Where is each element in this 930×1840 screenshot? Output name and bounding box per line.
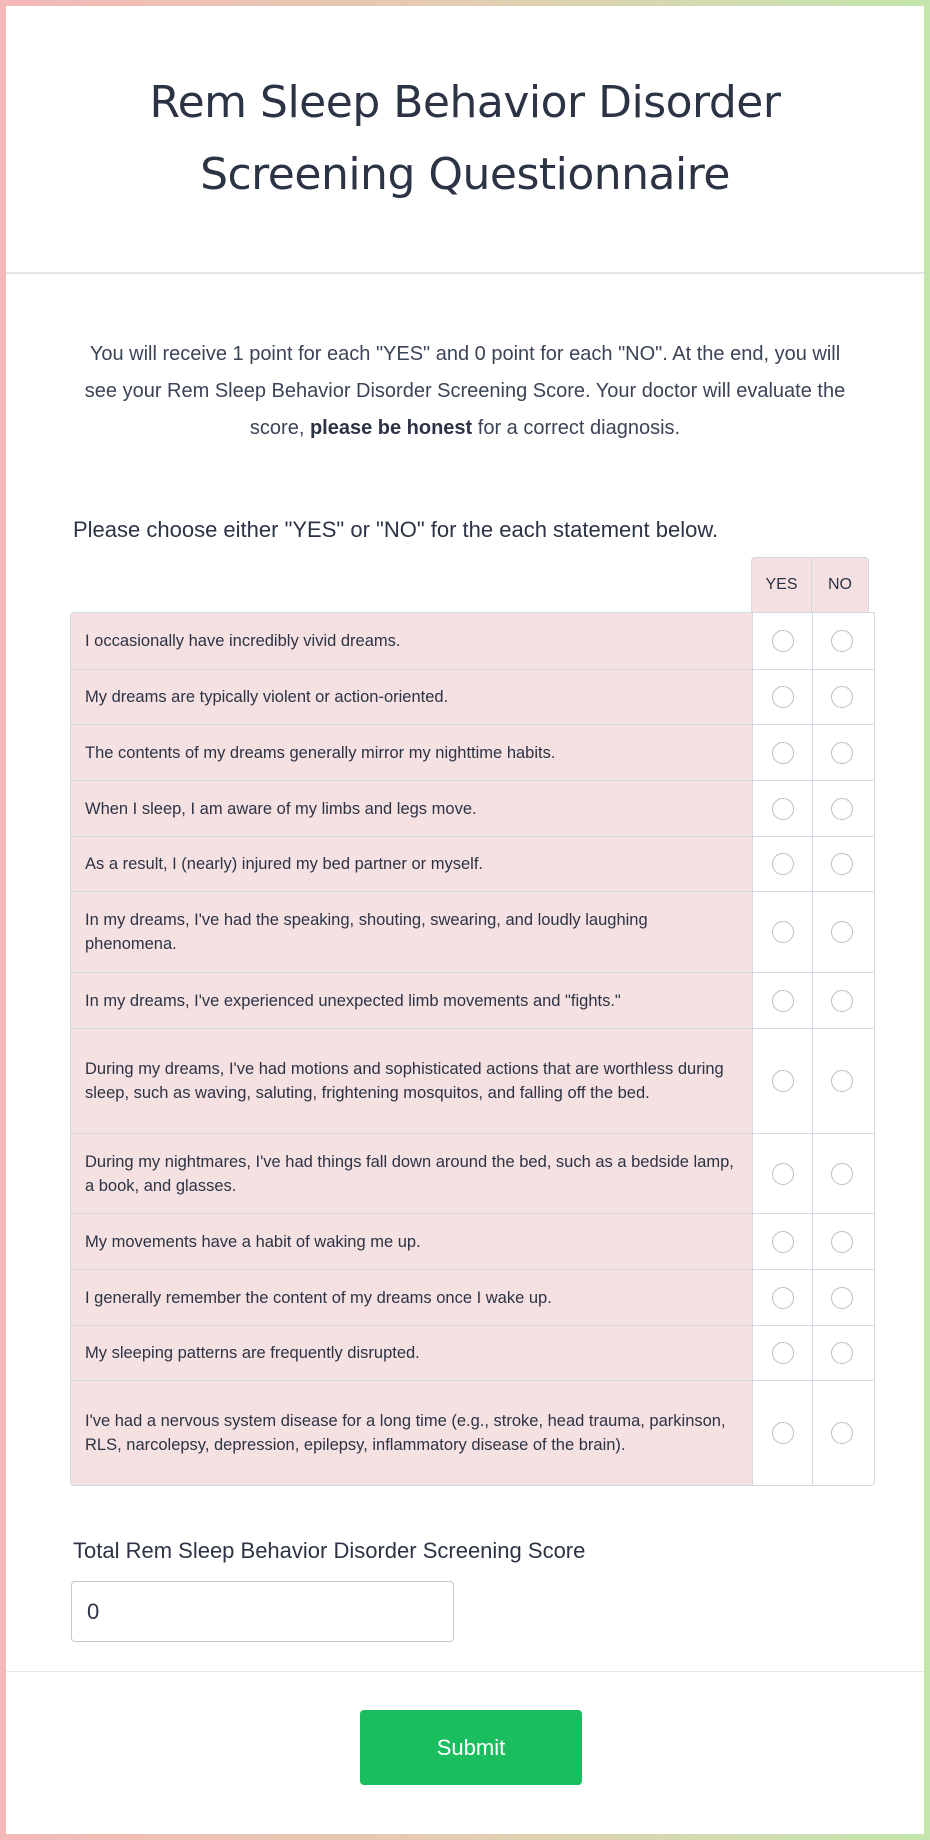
radio-yes[interactable] <box>772 742 794 764</box>
yes-no-matrix <box>70 557 875 1486</box>
answer-cell-no <box>812 1326 870 1380</box>
answer-cell-no <box>812 670 870 724</box>
answer-cell-yes <box>752 1214 812 1269</box>
radio-yes[interactable] <box>772 921 794 943</box>
matrix-row <box>71 836 874 891</box>
intro-paragraph <box>75 336 855 447</box>
statement-label: My sleeping patterns are frequently disrupted. <box>71 1326 752 1380</box>
radio-yes[interactable] <box>772 686 794 708</box>
matrix-row <box>71 1213 874 1269</box>
intro-emphasis: please be honest <box>309 417 473 439</box>
matrix-header-spacer <box>70 557 751 612</box>
matrix-row <box>71 780 874 836</box>
answer-cell-yes <box>752 1029 812 1133</box>
radio-no[interactable] <box>831 1342 853 1364</box>
matrix-row <box>71 1269 874 1325</box>
radio-no[interactable] <box>831 921 853 943</box>
answer-cell-yes <box>752 837 812 891</box>
statement-label: I've had a nervous system disease for a long time (e.g., stroke, head trauma, parkinson, RLS, narcolepsy, depression, epilepsy, inflammatory disease of the brain). <box>71 1381 752 1485</box>
radio-yes[interactable] <box>772 1287 794 1309</box>
answer-cell-yes <box>752 613 812 669</box>
column-header-no: NO <box>811 557 869 612</box>
answer-cell-no <box>812 1381 870 1485</box>
answer-cell-yes <box>752 1381 812 1485</box>
answer-cell-yes <box>752 1134 812 1213</box>
answer-cell-yes <box>752 1270 812 1325</box>
matrix-header <box>70 557 875 612</box>
matrix-row <box>71 1028 874 1133</box>
answer-cell-no <box>812 973 870 1028</box>
statement-label: During my dreams, I've had motions and sophisticated actions that are worthless during sleep, such as waving, saluting, frightening mosquitos, and falling off the bed. <box>71 1029 752 1133</box>
answer-cell-yes <box>752 670 812 724</box>
answer-cell-no <box>812 1270 870 1325</box>
answer-cell-no <box>812 613 870 669</box>
radio-yes[interactable] <box>772 853 794 875</box>
radio-yes[interactable] <box>772 630 794 652</box>
matrix-row <box>71 613 874 669</box>
statement-label: I generally remember the content of my dreams once I wake up. <box>71 1270 752 1325</box>
matrix-body <box>70 612 875 1486</box>
footer-divider <box>6 1671 924 1672</box>
intro-text-end: for a correct diagnosis. <box>472 417 681 439</box>
statement-label: In my dreams, I've had the speaking, shouting, swearing, and loudly laughing phenomena. <box>71 892 752 972</box>
radio-no[interactable] <box>831 686 853 708</box>
matrix-row <box>71 669 874 724</box>
radio-no[interactable] <box>831 853 853 875</box>
intro-text-start: You will receive 1 point for each "YES" and 0 point for each "NO". At the end, you will see your Rem Sleep Behavior Disorder Screening Score. Your doctor will evaluate the score, <box>84 343 846 439</box>
matrix-row <box>71 891 874 972</box>
form-card <box>6 6 924 1834</box>
answer-cell-yes <box>752 1326 812 1380</box>
radio-no[interactable] <box>831 1422 853 1444</box>
answer-cell-no <box>812 781 870 836</box>
radio-yes[interactable] <box>772 1231 794 1253</box>
radio-yes[interactable] <box>772 1422 794 1444</box>
radio-yes[interactable] <box>772 990 794 1012</box>
answer-cell-no <box>812 837 870 891</box>
radio-no[interactable] <box>831 990 853 1012</box>
answer-cell-no <box>812 892 870 972</box>
radio-yes[interactable] <box>772 1163 794 1185</box>
statement-label: In my dreams, I've experienced unexpected limb movements and "fights." <box>71 973 752 1028</box>
matrix-row <box>71 972 874 1028</box>
total-score-label: Total Rem Sleep Behavior Disorder Screening Score <box>73 1538 586 1563</box>
radio-yes[interactable] <box>772 1070 794 1092</box>
page-title: Rem Sleep Behavior Disorder Screening Questionnaire <box>149 77 781 200</box>
radio-no[interactable] <box>831 742 853 764</box>
form-header <box>6 6 924 274</box>
statement-label: My dreams are typically violent or action-oriented. <box>71 670 752 724</box>
total-score-input[interactable] <box>71 1581 454 1642</box>
radio-no[interactable] <box>831 798 853 820</box>
radio-yes[interactable] <box>772 798 794 820</box>
statement-label: As a result, I (nearly) injured my bed partner or myself. <box>71 837 752 891</box>
radio-no[interactable] <box>831 1231 853 1253</box>
radio-no[interactable] <box>831 1070 853 1092</box>
answer-cell-no <box>812 1029 870 1133</box>
radio-yes[interactable] <box>772 1342 794 1364</box>
answer-cell-yes <box>752 892 812 972</box>
answer-cell-yes <box>752 781 812 836</box>
statement-label: When I sleep, I am aware of my limbs and legs move. <box>71 781 752 836</box>
column-header-yes: YES <box>751 557 811 612</box>
answer-cell-yes <box>752 725 812 780</box>
radio-no[interactable] <box>831 630 853 652</box>
radio-no[interactable] <box>831 1163 853 1185</box>
matrix-instruction: Please choose either "YES" or "NO" for the each statement below. <box>73 517 719 542</box>
statement-label: The contents of my dreams generally mirror my nighttime habits. <box>71 725 752 780</box>
statement-label: During my nightmares, I've had things fall down around the bed, such as a bedside lamp, a book, and glasses. <box>71 1134 752 1213</box>
matrix-row <box>71 1133 874 1213</box>
statement-label: My movements have a habit of waking me up. <box>71 1214 752 1269</box>
matrix-row <box>71 1380 874 1485</box>
radio-no[interactable] <box>831 1287 853 1309</box>
matrix-row <box>71 724 874 780</box>
submit-button[interactable]: Submit <box>360 1710 582 1785</box>
answer-cell-no <box>812 1214 870 1269</box>
matrix-row <box>71 1325 874 1380</box>
statement-label: I occasionally have incredibly vivid dreams. <box>71 613 752 669</box>
answer-cell-yes <box>752 973 812 1028</box>
answer-cell-no <box>812 1134 870 1213</box>
answer-cell-no <box>812 725 870 780</box>
